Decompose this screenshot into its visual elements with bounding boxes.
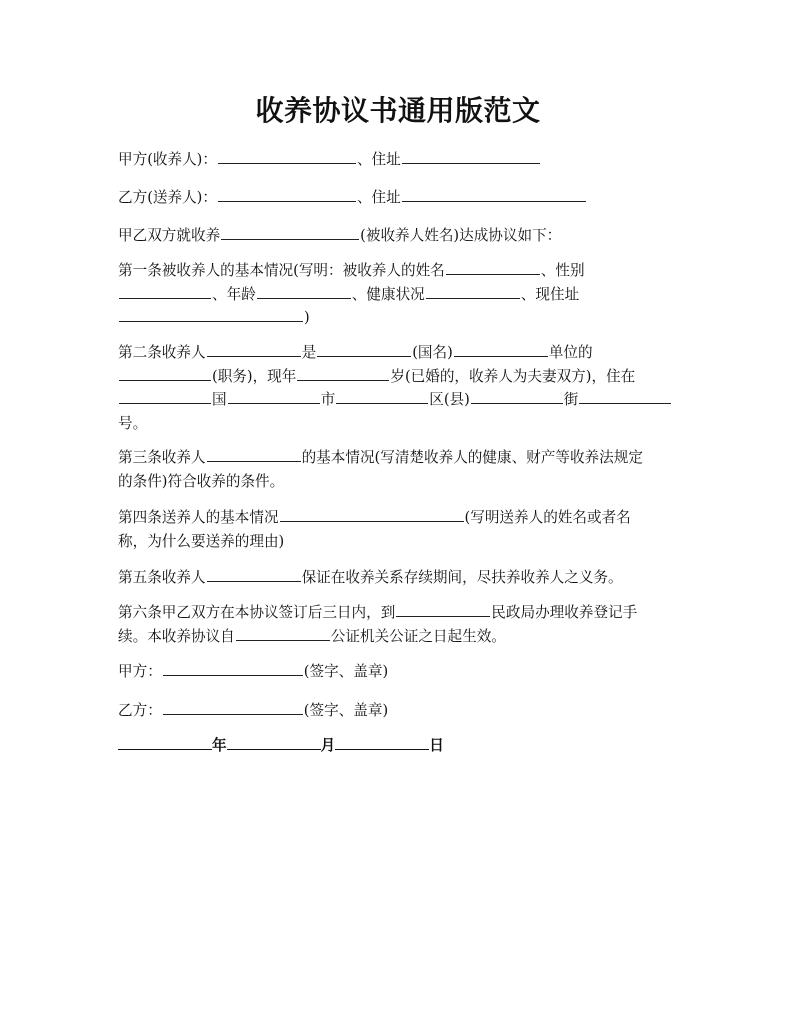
article-2-text-g: 国 xyxy=(212,391,227,408)
signature-party-b xyxy=(118,699,388,723)
adoptee-name-field xyxy=(446,261,540,275)
agreement-prefix: 甲乙双方就收养 xyxy=(118,227,221,244)
article-4-text-b: (写明送养人的姓名或者名 xyxy=(464,509,631,526)
party-b-name-blank xyxy=(218,188,356,202)
party-a-label: 甲方(收养人)： xyxy=(118,151,217,168)
article-2-text-j: 街 xyxy=(563,391,579,408)
month-label: 月 xyxy=(320,737,336,754)
article-6-text-a: 第六条甲乙双方在本协议签订后三日内，到 xyxy=(118,604,396,621)
article-6-text-b: 民政局办理收养登记手 xyxy=(491,604,638,621)
party-a-address-label: 、住址 xyxy=(356,151,401,168)
signature-b-field xyxy=(163,701,303,715)
article-3-text-c: 的条件)符合收养的条件。 xyxy=(118,472,285,490)
adopter-number-field xyxy=(579,390,671,404)
article-5-adopter-blank xyxy=(207,568,301,582)
civil-affairs-bureau-field xyxy=(396,603,490,617)
article-1-text-f: ) xyxy=(304,309,310,326)
party-a-line xyxy=(118,148,541,172)
adoptee-age-field xyxy=(257,285,351,299)
signature-a-field xyxy=(163,662,303,676)
article-1-text-e: 、现住址 xyxy=(520,285,580,303)
article-3-adopter-blank xyxy=(207,448,301,462)
article-2-text-k: 号。 xyxy=(118,414,148,432)
adopter-name-field xyxy=(207,343,301,357)
adopter-district-field xyxy=(336,390,428,404)
signature-b-note: (签字、盖章) xyxy=(303,702,389,719)
document-title: 收养协议书通用版范文 xyxy=(255,94,541,127)
adoptee-address-field xyxy=(119,308,303,322)
article-2-text-b: 是 xyxy=(301,344,317,361)
article-4-text-c: 称，为什么要送养的理由) xyxy=(118,532,285,550)
article-1 xyxy=(118,259,585,330)
agreement-line xyxy=(118,224,561,248)
article-1-text-b: 、性别 xyxy=(540,262,585,279)
notary-office-field xyxy=(236,627,330,641)
article-2 xyxy=(118,341,672,435)
day-field xyxy=(335,736,429,750)
signature-a-note: (签字、盖章) xyxy=(303,663,389,680)
day-label: 日 xyxy=(429,737,444,754)
article-3-text-a: 第三条收养人 xyxy=(118,449,206,466)
adopter-country-field xyxy=(119,390,211,404)
article-6-text-d: 公证机关公证之日起生效。 xyxy=(330,627,506,645)
article-1-text-a: 第一条被收养人的基本情况(写明：被收养人的姓名 xyxy=(118,262,445,279)
party-b-label: 乙方(送养人)： xyxy=(118,189,217,206)
adopter-city-field xyxy=(228,390,320,404)
article-1-text-d: 、健康状况 xyxy=(351,285,425,303)
month-field xyxy=(227,736,321,750)
article-2-text-a: 第二条收养人 xyxy=(118,344,206,361)
adoptee-name-blank xyxy=(221,226,359,240)
party-b-address-label: 、住址 xyxy=(356,189,401,206)
signature-a-label: 甲方： xyxy=(118,663,162,680)
adopter-street-field xyxy=(471,390,563,404)
adopter-nationality-field xyxy=(317,343,411,357)
adopter-age-field xyxy=(297,367,389,381)
party-b-line xyxy=(118,186,587,210)
party-b-address-blank xyxy=(402,188,586,202)
article-1-text-c: 、年龄 xyxy=(212,285,256,303)
party-a-address-blank xyxy=(402,150,540,164)
article-6-text-c: 续。本收养协议自 xyxy=(118,627,235,645)
adopter-position-field xyxy=(119,367,211,381)
date-line xyxy=(118,735,444,757)
article-3-text-b: 的基本情况(写清楚收养人的健康、财产等收养法规定 xyxy=(301,449,643,466)
article-5-text-b: 保证在收养关系存续期间，尽扶养收养人之义务。 xyxy=(301,569,623,586)
adoptee-gender-field xyxy=(119,285,211,299)
article-2-text-c: (国名) xyxy=(412,344,453,361)
article-2-text-e: (职务)，现年 xyxy=(212,367,297,385)
year-field xyxy=(118,736,212,750)
article-4-text-a: 第四条送养人的基本情况 xyxy=(118,509,279,526)
agreement-suffix: (被收养人姓名)达成协议如下： xyxy=(360,227,562,244)
adoptee-health-field xyxy=(426,285,520,299)
article-5-text-a: 第五条收养人 xyxy=(118,569,206,586)
article-2-text-i: 区(县) xyxy=(429,391,470,408)
article-3 xyxy=(118,446,643,493)
adopter-employer-field xyxy=(454,343,548,357)
signature-party-a xyxy=(118,660,388,684)
year-label: 年 xyxy=(212,737,227,754)
party-a-name-blank xyxy=(218,150,356,164)
article-2-text-f: 岁(已婚的，收养人为夫妻双方)，住在 xyxy=(390,367,636,385)
article-6 xyxy=(118,601,637,648)
article-2-text-d: 单位的 xyxy=(548,344,593,361)
article-5 xyxy=(118,566,623,590)
article-4 xyxy=(118,506,631,553)
guardian-info-field xyxy=(280,508,464,522)
article-2-text-h: 市 xyxy=(320,391,336,408)
signature-b-label: 乙方： xyxy=(118,702,162,719)
